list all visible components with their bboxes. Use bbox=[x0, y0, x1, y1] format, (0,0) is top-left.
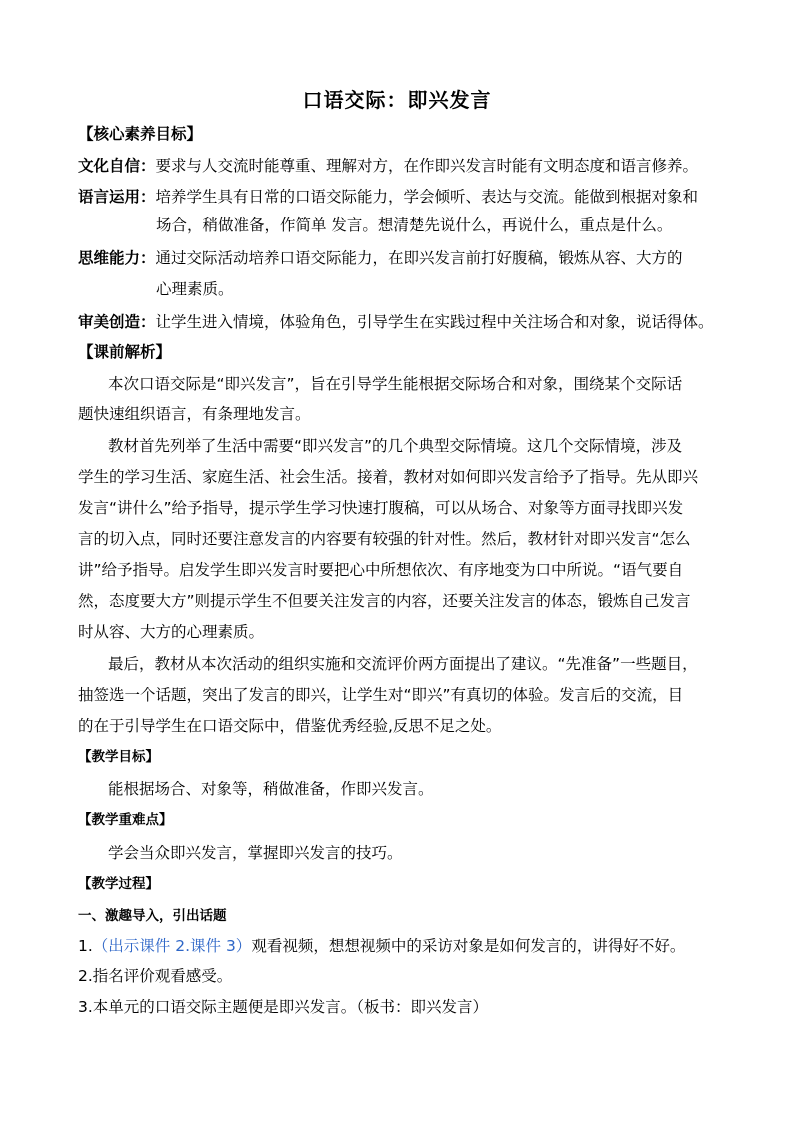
analysis-line: 教材首先列举了生活中需要“即兴发言”的几个典型交际情境。这几个交际情境，涉及 bbox=[108, 437, 683, 455]
analysis-line: 最后，教材从本次活动的组织实施和交流评价两方面提出了建议。“先准备”一些题目， bbox=[108, 655, 698, 673]
goal-aesthetic bbox=[78, 312, 714, 332]
step-number: 3. bbox=[78, 998, 93, 1016]
analysis-line: 讲”给予指导。启发学生即兴发言时要把心中所想依次、有序地变为口中所说。“语气要自 bbox=[78, 561, 684, 579]
key-points-text: 学会当众即兴发言，掌握即兴发言的技巧。 bbox=[108, 844, 403, 862]
goal-language bbox=[78, 187, 698, 207]
step-number: 2. bbox=[78, 967, 93, 985]
step-one-heading: 一、激趣导入，引出话题 bbox=[78, 908, 227, 924]
goal-text: 让学生进入情境，体验角色，引导学生在实践过程中关注场合和对象，说话得体。 bbox=[155, 313, 714, 331]
teaching-goal-text: 能根据场合、对象等，稍做准备，作即兴发言。 bbox=[108, 780, 434, 798]
process-heading: 【教学过程】 bbox=[78, 876, 159, 892]
goal-culture bbox=[78, 156, 698, 176]
step-text: 观看视频，想想视频中的采访对象是如何发言的，讲得好不好。 bbox=[251, 937, 686, 955]
analysis-line: 的在于引导学生在口语交际中，借鉴优秀经验,反思不足之处。 bbox=[78, 717, 502, 735]
step-text: 本单元的口语交际主题便是即兴发言。（板书：即兴发言） bbox=[92, 998, 489, 1016]
analysis-line: 学生的学习生活、家庭生活、社会生活。接着，教材对如何即兴发言给予了指导。先从即兴 bbox=[78, 468, 699, 486]
courseware-note: （出示课件 2.课件 3） bbox=[92, 937, 252, 955]
goal-label: 文化自信： bbox=[78, 157, 156, 175]
goal-label: 审美创造： bbox=[78, 313, 156, 331]
goal-thinking bbox=[78, 248, 683, 268]
core-goals-heading: 【核心素养目标】 bbox=[78, 125, 203, 143]
goal-label: 思维能力： bbox=[78, 249, 156, 267]
analysis-line: 时从容、大方的心理素质。 bbox=[78, 623, 265, 641]
goal-text: 要求与人交流时能尊重、理解对方，在作即兴发言时能有文明态度和语言修养。 bbox=[155, 157, 699, 175]
goal-thinking-cont: 心理素质。 bbox=[156, 280, 234, 298]
analysis-line: 发言“讲什么”给予指导，提示学生学习快速打腹稿，可以从场合、对象等方面寻找即兴发 bbox=[78, 499, 684, 517]
goal-language-cont: 场合，稍做准备，作简单 发言。想清楚先说什么，再说什么，重点是什么。 bbox=[156, 216, 673, 234]
step-item-3 bbox=[78, 997, 488, 1017]
analysis-heading: 【课前解析】 bbox=[78, 343, 172, 361]
analysis-line: 题快速组织语言，有条理地发言。 bbox=[78, 405, 311, 423]
page-title: 口语交际：即兴发言 bbox=[302, 88, 492, 112]
key-points-heading: 【教学重难点】 bbox=[78, 812, 173, 828]
step-number: 1. bbox=[78, 937, 93, 955]
step-text: 指名评价观看感受。 bbox=[92, 967, 233, 985]
goal-label: 语言运用： bbox=[78, 188, 156, 206]
goal-text: 通过交际活动培养口语交际能力，在即兴发言前打好腹稿，锻炼从容、大方的 bbox=[155, 249, 683, 267]
goal-text: 培养学生具有日常的口语交际能力，学会倾听、表达与交流。能做到根据对象和 bbox=[155, 188, 699, 206]
step-item-2 bbox=[78, 966, 232, 986]
teaching-goal-heading: 【教学目标】 bbox=[78, 749, 159, 765]
analysis-line: 抽签选一个话题，突出了发言的即兴，让学生对“即兴”有真切的体验。发言后的交流，目 bbox=[78, 686, 684, 704]
analysis-line: 然，态度要大方”则提示学生不但要关注发言的内容，还要关注发言的体态，锻炼自己发言 bbox=[78, 592, 691, 610]
analysis-line: 言的切入点，同时还要注意发言的内容要有较强的针对性。然后，教材针对即兴发言“怎么 bbox=[78, 530, 691, 548]
analysis-line: 本次口语交际是“即兴发言”，旨在引导学生能根据交际场合和对象，围绕某个交际话 bbox=[108, 375, 683, 393]
step-item-1 bbox=[78, 936, 685, 956]
